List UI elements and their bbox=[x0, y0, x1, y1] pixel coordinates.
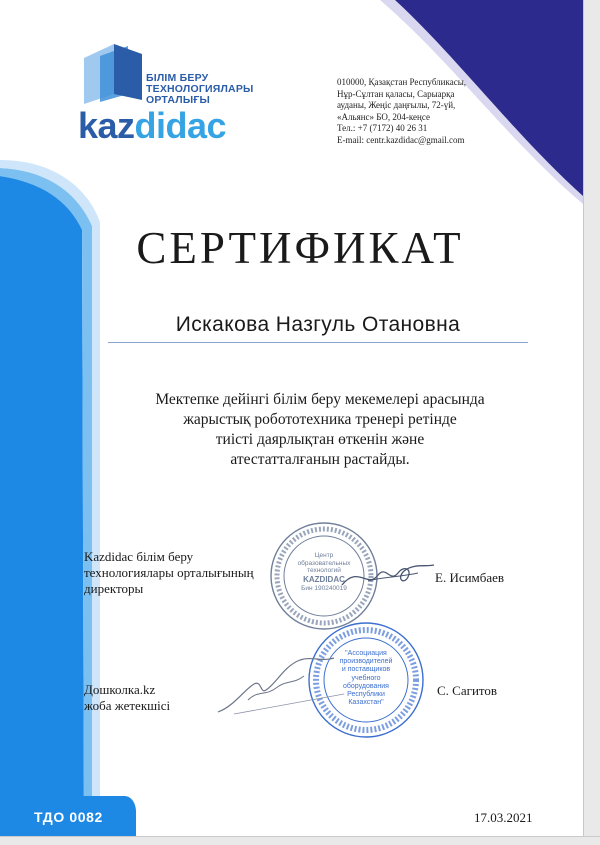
stamp2-line: "Ассоциация bbox=[345, 650, 387, 657]
certificate-title: СЕРТИФИКАТ bbox=[136, 223, 464, 273]
stamp1-brand: KAZDIDAC bbox=[303, 574, 345, 584]
signatory1-role-line: директоры bbox=[84, 581, 144, 596]
viewer-frame-right bbox=[583, 0, 600, 845]
logo-line-3: ОРТАЛЫҒЫ bbox=[146, 94, 210, 106]
signatory2-name: С. Сагитов bbox=[437, 683, 498, 698]
recipient-underline bbox=[108, 342, 528, 343]
signatory1-role bbox=[84, 549, 254, 597]
issue-date: 17.03.2021 bbox=[474, 810, 533, 825]
stamp1-line: технологий bbox=[307, 567, 341, 575]
brand-kaz: kaz bbox=[78, 105, 135, 146]
signatory1-name: Е. Исимбаев bbox=[435, 570, 505, 585]
stamp2-line: учебного bbox=[351, 674, 381, 682]
signatory2-role-line: Дошколка.kz bbox=[84, 682, 156, 697]
signatory2-role bbox=[84, 682, 170, 714]
stamp1-bin: Бин 190240019 bbox=[301, 584, 347, 592]
stamp2-line: производителей bbox=[339, 658, 393, 666]
signatory2-role-line: жоба жетекшісі bbox=[84, 698, 171, 713]
body-line: Мектепке дейінгі білім беру мекемелері арасында bbox=[155, 391, 485, 408]
brand-name bbox=[78, 105, 227, 146]
address-email: E-mail: centr.kazdidac@gmail.com bbox=[337, 134, 465, 145]
signature-sagitov bbox=[214, 650, 354, 720]
viewer-frame-bottom bbox=[0, 836, 600, 845]
certificate-body bbox=[70, 390, 570, 470]
certificate-code: ТДО 0082 bbox=[34, 809, 103, 825]
address-line: ауданы, Жеңіс даңғылы, 72-үй, bbox=[337, 100, 456, 111]
recipient-name: Искакова Назгуль Отановна bbox=[175, 313, 461, 336]
stamp2-line: и поставщиков bbox=[341, 666, 391, 674]
left-blue-swoosh bbox=[0, 176, 84, 845]
logo-line-1: БІЛІМ БЕРУ bbox=[146, 72, 209, 84]
stamp2-line: Республики bbox=[347, 691, 385, 699]
signature-isimbaev bbox=[338, 555, 438, 595]
logo-line-2: ТЕХНОЛОГИЯЛАРЫ bbox=[146, 83, 254, 95]
body-line: атестатталғанын растайды. bbox=[230, 451, 410, 468]
stamp2-line: оборудования bbox=[343, 682, 389, 690]
brand-didac: didac bbox=[134, 105, 227, 146]
address-phone: Тел.: +7 (7172) 40 26 31 bbox=[337, 123, 428, 134]
signatory1-role-line: технологиялары орталығының bbox=[84, 565, 254, 580]
kazdidac-logo-icon bbox=[84, 44, 144, 106]
address-line: «Альянс» БО, 204-кеңсе bbox=[337, 111, 430, 122]
body-line: тиісті даярлықтан өткенін және bbox=[215, 431, 425, 448]
body-line: жарыстық робототехника тренері ретінде bbox=[183, 411, 457, 428]
stamp1-line: Центр bbox=[314, 552, 334, 559]
stamp1-line: образовательных bbox=[297, 559, 351, 567]
address-line: 010000, Қазақстан Республикасы, bbox=[337, 77, 467, 87]
address-line: Нұр-Сұлтан қаласы, Сарыарқа bbox=[337, 88, 455, 99]
address-block bbox=[337, 77, 466, 147]
stamp2-line: Казахстан" bbox=[348, 699, 384, 707]
signatory1-role-line: Kazdidac білім беру bbox=[84, 549, 194, 564]
